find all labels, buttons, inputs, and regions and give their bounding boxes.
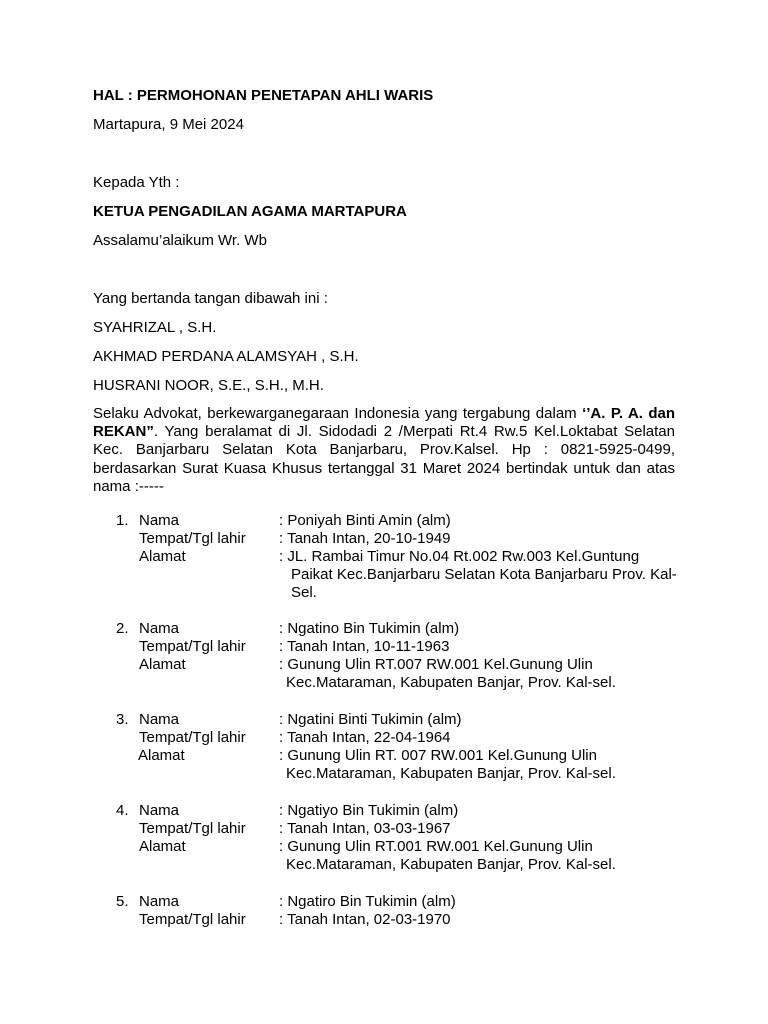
body-part-1: Selaku Advokat, berkewarganegaraan Indonesia yang tergabung dalam — [93, 405, 583, 422]
address-label: Alamat — [139, 838, 186, 855]
address-value: : Gunung Ulin RT.001 RW.001 Kel.Gunung Ulin — [279, 838, 593, 855]
birth-label: Tempat/Tgl lahir — [139, 820, 246, 837]
birth-value: : Tanah Intan, 02-03-1970 — [279, 911, 451, 928]
address-value: : JL. Rambai Timur No.04 Rt.002 Rw.003 Kel.Guntung — [279, 548, 640, 565]
name-value: : Poniyah Binti Amin (alm) — [279, 512, 451, 529]
address-continuation: Paikat Kec.Banjarbaru Selatan Kota Banjarbaru Prov. Kal- — [291, 566, 677, 583]
signatory-2: AKHMAD PERDANA ALAMSYAH , S.H. — [93, 348, 359, 365]
name-label: Nama — [139, 802, 180, 819]
address-label: Alamat — [139, 548, 186, 565]
address-label: Alamat — [139, 656, 186, 673]
address-continuation: Kec.Mataraman, Kabupaten Banjar, Prov. Kal-sel. — [286, 674, 616, 691]
birth-label: Tempat/Tgl lahir — [139, 729, 246, 746]
signatory-1: SYAHRIZAL , S.H. — [93, 319, 217, 336]
address-continuation: Kec.Mataraman, Kabupaten Banjar, Prov. Kal-sel. — [286, 856, 616, 873]
place-date: Martapura, 9 Mei 2024 — [93, 116, 244, 133]
party-number: 4. — [116, 802, 129, 819]
body-paragraph — [93, 405, 675, 496]
party-number: 5. — [116, 893, 129, 910]
birth-label: Tempat/Tgl lahir — [139, 911, 246, 928]
name-label: Nama — [139, 512, 180, 529]
letter-subject: HAL : PERMOHONAN PENETAPAN AHLI WARIS — [93, 87, 434, 104]
address-value: : Gunung Ulin RT.007 RW.001 Kel.Gunung Ulin — [279, 656, 593, 673]
address-value: : Gunung Ulin RT. 007 RW.001 Kel.Gunung Ulin — [279, 747, 597, 764]
birth-value: : Tanah Intan, 03-03-1967 — [279, 820, 451, 837]
greeting: Assalamu’alaikum Wr. Wb — [93, 232, 267, 249]
intro-text: Yang bertanda tangan dibawah ini : — [93, 290, 328, 307]
birth-value: : Tanah Intan, 20-10-1949 — [279, 530, 451, 547]
address-label: Alamat — [138, 747, 185, 764]
birth-label: Tempat/Tgl lahir — [139, 638, 246, 655]
body-part-2: . Yang beralamat di Jl. Sidodadi 2 /Merpati Rt.4 Rw.5 Kel.Loktabat Selatan Kec. Banjarbaru Selatan Kota Banjarbaru, Prov.Kalsel. Hp : 0821-5925-0499, berdasarkan Surat Kuasa Khusus tertanggal 31 Maret 2024 bertindak untuk dan atas nama :----- — [93, 423, 675, 495]
name-value: : Ngatiyo Bin Tukimin (alm) — [279, 802, 459, 819]
birth-value: : Tanah Intan, 10-11-1963 — [279, 638, 450, 655]
party-number: 2. — [116, 620, 129, 637]
name-value: : Ngatino Bin Tukimin (alm) — [279, 620, 460, 637]
to-label: Kepada Yth : — [93, 174, 180, 191]
name-label: Nama — [139, 620, 180, 637]
birth-label: Tempat/Tgl lahir — [139, 530, 246, 547]
recipient: KETUA PENGADILAN AGAMA MARTAPURA — [93, 203, 407, 220]
name-value: : Ngatini Binti Tukimin (alm) — [279, 711, 462, 728]
name-label: Nama — [139, 893, 180, 910]
party-number: 1. — [116, 512, 129, 529]
firm-name: ‘’A. P. A. dan REKAN” — [93, 405, 676, 441]
name-value: : Ngatiro Bin Tukimin (alm) — [279, 893, 456, 910]
signatory-3: HUSRANI NOOR, S.E., S.H., M.H. — [93, 377, 324, 394]
party-number: 3. — [116, 711, 129, 728]
address-continuation: Sel. — [291, 584, 317, 601]
name-label: Nama — [139, 711, 180, 728]
birth-value: : Tanah Intan, 22-04-1964 — [279, 729, 451, 746]
address-continuation: Kec.Mataraman, Kabupaten Banjar, Prov. Kal-sel. — [286, 765, 616, 782]
